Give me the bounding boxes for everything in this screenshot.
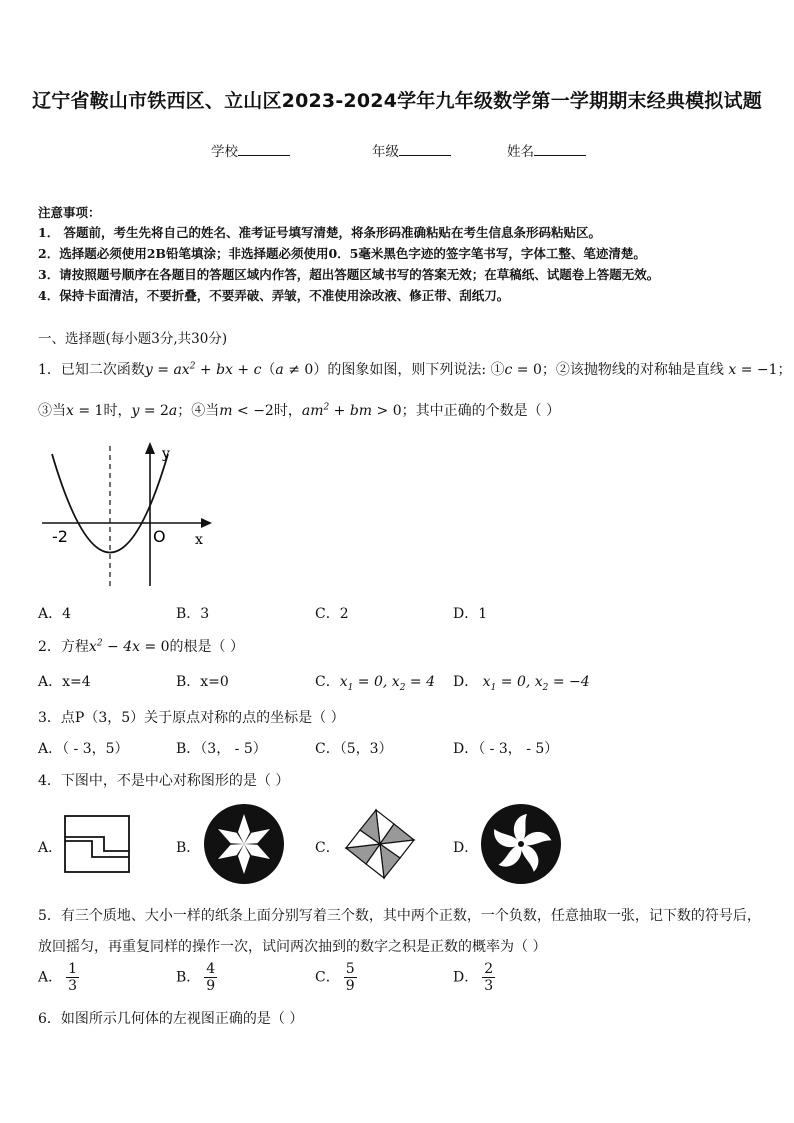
q2-option-d-math: $x_1 = 0$, $x_2 = -4$: [478, 674, 590, 693]
question-2: [38, 636, 244, 656]
note-item-4: 4．保持卡面清洁，不要折叠，不要弄破、弄皱，不准使用涂改液、修正带、刮纸刀。: [38, 288, 510, 303]
question-6: 6．如图所示几何体的左视图正确的是（ ）: [38, 1011, 304, 1027]
note-item-3: 3．请按照题号顺序在各题目的答题区域内作答，超出答题区域书写的答案无效；在草稿纸、试题卷上答题无效。: [38, 267, 660, 282]
q2-option-d-label: D．: [453, 674, 479, 690]
q1-y-eq-2a: y: [131, 403, 140, 419]
fraction-numerator: 2: [484, 961, 494, 977]
fraction-numerator: 1: [68, 961, 78, 977]
y-axis-arrow: [145, 442, 155, 454]
origin-label: O: [153, 527, 166, 546]
flower-center: [518, 841, 524, 847]
y-label: y: [162, 446, 170, 462]
q1-parabola-graph: [38, 436, 218, 591]
fraction-numerator: 5: [345, 961, 355, 977]
q4-figure-d: [480, 803, 562, 885]
q1-axis-eq: x: [723, 362, 737, 378]
question-1-line-2: [38, 400, 560, 420]
q2-option-b: B．x=0: [176, 674, 229, 690]
question-1-line-1: [38, 359, 792, 379]
q5-option-b-label: B．: [176, 969, 201, 986]
question-5-line-2: 放回摇匀，再重复同样的操作一次，试问两次抽到的数字之积是正数的概率为（ ）: [38, 939, 547, 955]
question-4: 4．下图中，不是中心对称图形的是（ ）: [38, 773, 290, 789]
q1-l2-p4: 时，: [273, 403, 302, 419]
q2-option-d: [453, 671, 590, 693]
grade-field: [372, 140, 451, 160]
q1-c-zero: c: [504, 362, 513, 378]
q3-option-a: A．（ - 3，5）: [38, 741, 129, 757]
q2-equation-rest: = 0: [140, 639, 170, 655]
fraction-denominator: 9: [206, 978, 216, 994]
page-title: 辽宁省鞍山市铁西区、立山区2023-2024学年九年级数学第一学期期末经典模拟试题: [32, 90, 762, 112]
name-blank: [534, 143, 586, 156]
school-label: 学校: [211, 144, 238, 160]
q5-option-c-fraction: [344, 961, 357, 994]
q5-option-d-label: D．: [453, 969, 479, 986]
x-label: x: [195, 532, 203, 548]
q1-l2-p3: ；④当: [177, 403, 220, 419]
q5-option-a-fraction: [66, 961, 79, 994]
q2-equation: $x^2 - 4x$: [88, 638, 140, 655]
q3-option-c: C．（5，3）: [315, 741, 393, 757]
q1-option-c: C．2: [315, 606, 349, 622]
q4-option-c-label: C．: [315, 840, 340, 856]
q1-y-eq-2a-rest: = 2a: [139, 403, 178, 419]
q1-m-lt-rest: < −2: [232, 403, 274, 419]
q4-figure-a: [62, 813, 132, 875]
q2-prefix: 2．方程: [38, 639, 89, 655]
fig-a-frame: [65, 816, 129, 872]
fraction-denominator: 3: [68, 978, 78, 994]
q1-option-b: B．3: [176, 606, 210, 622]
name-label: 姓名: [507, 144, 534, 160]
fraction-numerator: 4: [206, 961, 216, 977]
q4-figure-c: [340, 806, 420, 882]
q1-mid: 的图象如图，则下列说法: ①: [327, 362, 505, 378]
root-label: -2: [52, 527, 68, 546]
q5-option-c: [315, 961, 357, 994]
note-item-2: 2．选择题必须使用2B铅笔填涂；非选择题必须使用0．5毫米黑色字迹的签字笔书写，字体工整、笔迹清楚。: [38, 246, 646, 261]
note-item-1: 1． 答题前，考生先将自己的姓名、准考证号填写清楚，将条形码准确粘贴在考生信息条形码粘贴区。: [38, 225, 602, 240]
q3-option-d: D．（ - 3， - 5）: [453, 741, 559, 757]
notes-heading: 注意事项：: [38, 205, 101, 220]
q3-option-b: B．（3， - 5）: [176, 741, 267, 757]
q4-option-a-label: A．: [38, 840, 63, 856]
question-3: 3．点P（3，5）关于原点对称的点的坐标是（ ）: [38, 710, 345, 726]
q5-option-c-label: C．: [315, 969, 340, 986]
grade-blank: [399, 143, 451, 156]
school-blank: [238, 143, 290, 156]
q1-axis-eq-rest: = −1；: [736, 362, 792, 378]
q5-option-d-fraction: [482, 961, 495, 994]
q2-option-c: [315, 671, 435, 693]
q1-l2-p1: ③当: [38, 403, 66, 419]
q2-suffix: 的根是（ ）: [169, 639, 244, 655]
q4-option-d-label: D．: [453, 840, 479, 856]
q1-prefix: 1．已知二次函数: [38, 362, 145, 378]
q1-x-eq-1-rest: = 1: [73, 403, 104, 419]
q2-option-a: A．x=4: [38, 674, 91, 690]
q2-option-c-label: C．: [315, 674, 340, 690]
q1-am2-bm: $am^2$ + bm: [301, 402, 373, 419]
fig-a-upper-cut: [65, 837, 129, 851]
fig-a-lower-cut: [65, 841, 129, 857]
q1-c-zero-rest: = 0: [512, 362, 542, 378]
q1-option-a: A．4: [38, 606, 72, 622]
q1-l2-p2: 时，: [103, 403, 132, 419]
q1-x-eq-1: x: [66, 403, 74, 419]
q1-l2-p5: ；其中正确的个数是（ ）: [401, 403, 561, 419]
q1-mid2: ；②该抛物线的对称轴是直线: [541, 362, 724, 378]
section-heading: 一、选择题(每小题3分,共30分): [38, 331, 228, 347]
q4-option-b-label: B．: [176, 840, 201, 856]
q5-option-b: [176, 961, 217, 994]
question-5-line-1: 5．有三个质地、大小一样的纸条上面分别写着三个数，其中两个正数，一个负数，任意抽取一张，记下数的符号后，: [38, 908, 761, 924]
q1-m-lt: m: [219, 403, 233, 419]
grade-label: 年级: [372, 144, 399, 160]
q5-option-b-fraction: [204, 961, 217, 994]
q5-option-a-label: A．: [38, 969, 63, 986]
q5-option-a: [38, 961, 79, 994]
q5-option-d: [453, 961, 495, 994]
q1-option-d: D．1: [453, 606, 488, 622]
school-field: [211, 140, 290, 160]
q1-am2-bm-rest: > 0: [372, 403, 402, 419]
fraction-denominator: 9: [345, 978, 355, 994]
x-axis-arrow: [201, 518, 212, 528]
fraction-denominator: 3: [484, 978, 494, 994]
q1-function-formula: $y = ax^2$ + bx + c: [144, 361, 262, 378]
q1-condition: （a ≠ 0）: [261, 362, 328, 378]
q2-option-c-math: $x_1 = 0$, $x_2 = 4$: [339, 674, 435, 693]
fig-c-pinwheel: [346, 810, 414, 878]
name-field: [507, 140, 586, 160]
q4-figure-b: [203, 803, 285, 885]
